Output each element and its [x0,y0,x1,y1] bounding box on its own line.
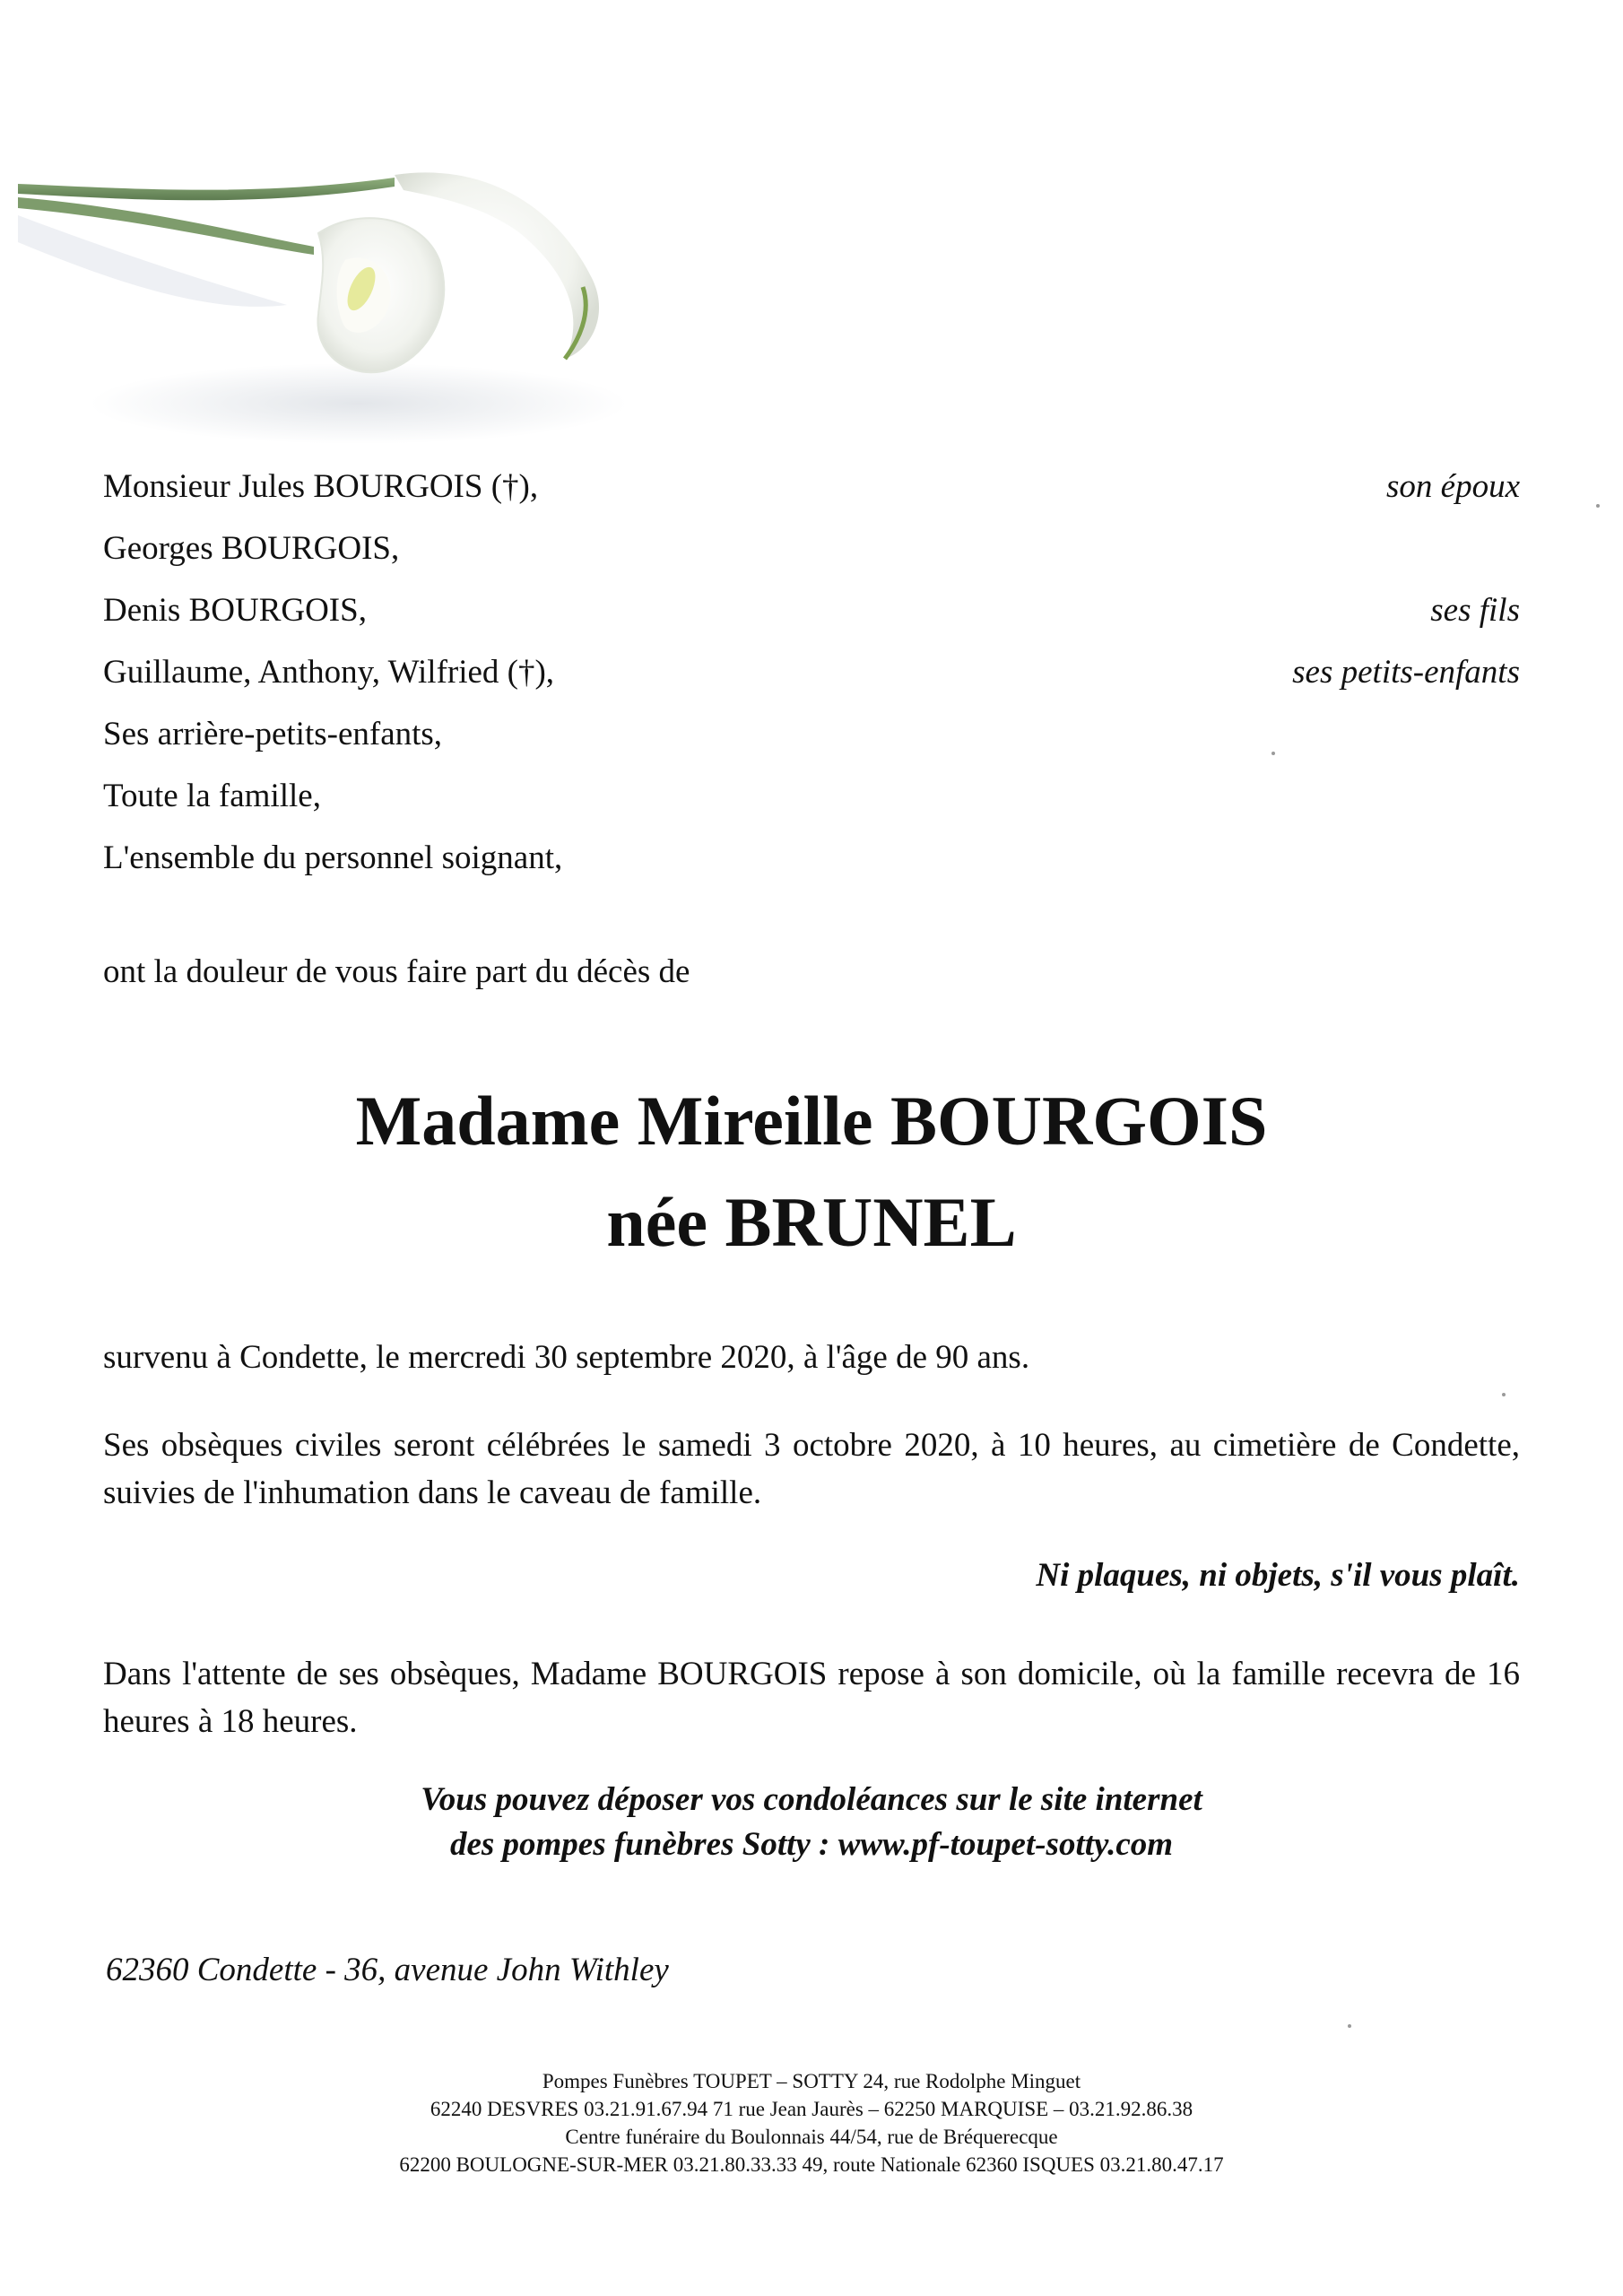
family-relation: ses petits-enfants [1292,654,1520,691]
funeral-home-footer [0,2067,1623,2179]
family-member-name: Toute la famille, [103,778,321,814]
family-member-name: Guillaume, Anthony, Wilfried (†), [103,654,555,691]
condolences-note [0,1778,1623,1867]
family-relation: son époux [1386,468,1520,505]
death-notice: survenu à Condette, le mercredi 30 septembre 2020, à l'âge de 90 ans. [103,1339,1030,1376]
family-row [103,579,1520,641]
calla-lily-icon [18,135,637,448]
family-row [103,641,1520,703]
family-member-name: L'ensemble du personnel soignant, [103,839,563,876]
family-row [103,456,1520,517]
scan-speck [1271,752,1275,755]
family-list [103,456,1520,889]
condolences-line: des pompes funèbres Sotty : www.pf-toupet-sotty.com [449,1826,1174,1863]
footer-line: 62200 BOULOGNE-SUR-MER 03.21.80.33.33 49, route Nationale 62360 ISQUES 03.21.80.47.17 [399,2153,1224,2176]
family-member-name: Monsieur Jules BOURGOIS (†), [103,468,539,505]
no-flowers-note: Ni plaques, ni objets, s'il vous plaît. [1036,1557,1520,1594]
footer-line: Centre funéraire du Boulonnais 44/54, rue de Bréquerecque [565,2126,1058,2148]
deceased-name: Madame Mireille BOURGOIS [355,1082,1268,1160]
family-member-name: Georges BOURGOIS, [103,530,400,567]
funeral-details: Ses obsèques civiles seront célébrées le samedi 3 octobre 2020, à 10 heures, au cimetière de Condette, suivies de l'inhumation dans le caveau de famille. [103,1427,1520,1511]
family-member-name: Denis BOURGOIS, [103,592,367,629]
family-row [103,827,1520,889]
footer-line: Pompes Funèbres TOUPET – SOTTY 24, rue Rodolphe Minguet [542,2070,1081,2092]
scan-speck [1596,504,1600,508]
footer-line: 62240 DESVRES 03.21.91.67.94 71 rue Jean Jaurès – 62250 MARQUISE – 03.21.92.86.38 [430,2098,1193,2120]
family-row [103,517,1520,579]
family-row [103,765,1520,827]
viewing-details: Dans l'attente de ses obsèques, Madame BOURGOIS repose à son domicile, où la famille recevra de 16 heures à 18 heures. [103,1656,1520,1740]
deceased-maiden-name: née BRUNEL [606,1183,1017,1261]
announcement-intro: ont la douleur de vous faire part du décès de [103,953,690,990]
scan-speck [1348,2024,1351,2028]
family-address: 62360 Condette - 36, avenue John Withley [106,1952,669,1988]
scan-speck [1502,1393,1506,1396]
family-row [103,703,1520,765]
family-member-name: Ses arrière-petits-enfants, [103,716,443,752]
family-relation: ses fils [1430,592,1520,629]
condolences-line: Vous pouvez déposer vos condoléances sur le site internet [421,1781,1202,1818]
